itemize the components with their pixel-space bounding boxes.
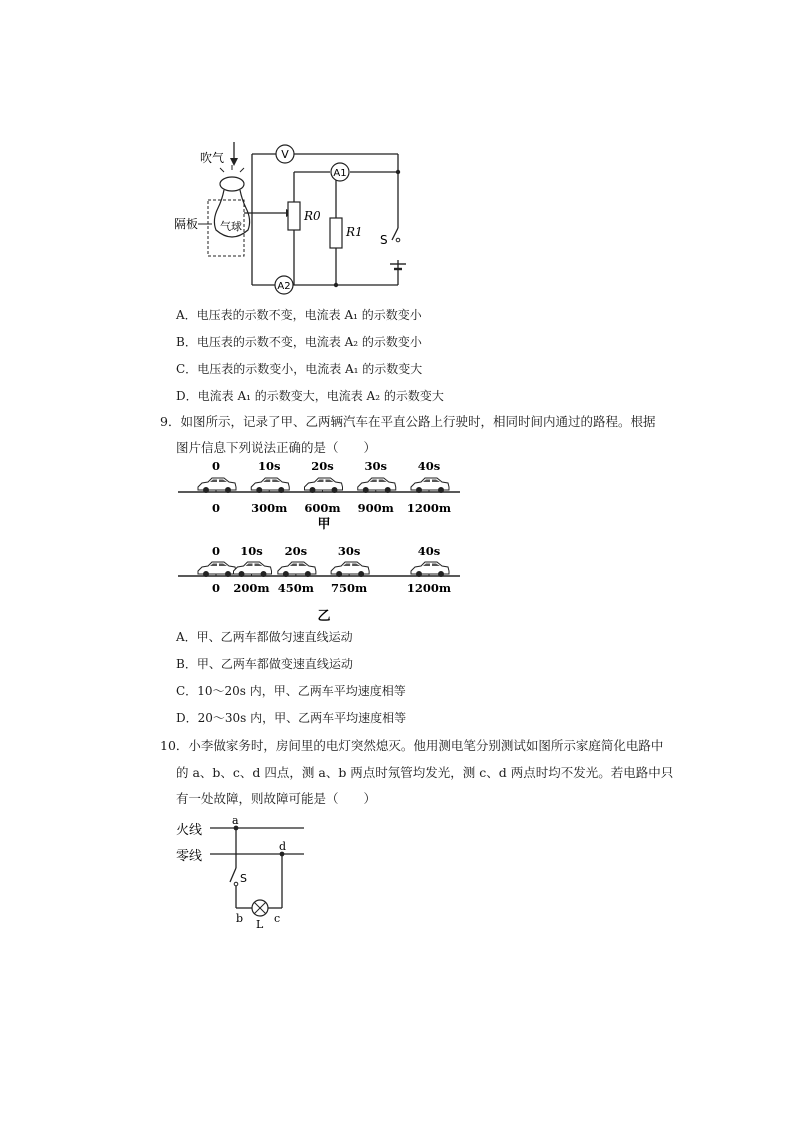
q10-circuit-figure — [170, 812, 320, 932]
q9-stem-line2: 图片信息下列说法正确的是（ ） — [176, 440, 377, 455]
jia-time-2: 20s — [311, 459, 334, 473]
yi-label: 乙 — [317, 609, 331, 624]
q9-stem-line1: 9．如图所示，记录了甲、乙两辆汽车在平直公路上行驶时，相同时间内通过的路程。根据 — [160, 414, 656, 429]
q9-option-c: C．10～20s 内，甲、乙两车平均速度相等 — [176, 684, 406, 698]
jia-time-1: 10s — [258, 459, 281, 473]
r1-label: R1 — [346, 225, 363, 239]
jia-distance-2: 600m — [304, 501, 341, 515]
jia-distance-0: 0 — [211, 501, 221, 515]
yi-time-1: 10s — [240, 544, 263, 558]
jia-label: 甲 — [317, 517, 331, 532]
lamp-label: L — [256, 918, 264, 931]
point-d-label: d — [279, 840, 287, 853]
jia-time-3: 30s — [364, 459, 387, 473]
jia-time-0: 0 — [211, 459, 221, 473]
jia-car-4 — [411, 478, 449, 493]
q10-stem-line2: 的 a、b、c、d 四点，测 a、b 两点时氖管均发光，测 c、d 两点时均不发光。若电路中只 — [176, 765, 674, 780]
yi-car-4 — [411, 562, 449, 577]
jia-distance-3: 900m — [357, 501, 394, 515]
jia-distance-1: 300m — [251, 501, 288, 515]
yi-distance-1: 200m — [233, 581, 270, 595]
yi-time-4: 40s — [417, 544, 441, 558]
jia-time-4: 40s — [417, 459, 441, 473]
jia-car-0 — [198, 478, 236, 493]
q10-stem-line3: 有一处故障，则故障可能是（ ） — [176, 791, 377, 806]
baffle-label: 隔板 — [174, 217, 199, 231]
ammeter2-label: A2 — [277, 281, 291, 292]
live-wire-label: 火线 — [176, 823, 203, 838]
switch-s-label: S — [240, 872, 247, 885]
yi-car-2 — [278, 562, 316, 577]
yi-car-1 — [234, 562, 272, 577]
blow-label: 吹气 — [200, 151, 225, 165]
q9-cars-figure — [172, 458, 472, 628]
r0-label: R0 — [304, 209, 321, 223]
q8-option-d: D．电流表 A₁ 的示数变大，电流表 A₂ 的示数变大 — [176, 389, 444, 403]
point-a-label: a — [232, 814, 239, 827]
yi-car-3 — [331, 562, 369, 577]
yi-time-2: 20s — [284, 544, 308, 558]
jia-car-3 — [358, 478, 396, 493]
yi-distance-3: 750m — [331, 581, 368, 595]
switch-label: S — [380, 233, 388, 247]
q9-option-a: A．甲、乙两车都做匀速直线运动 — [176, 630, 353, 644]
yi-time-3: 30s — [337, 544, 361, 558]
yi-distance-2: 450m — [277, 581, 314, 595]
voltmeter-label: V — [281, 148, 289, 161]
jia-distance-4: 1200m — [406, 501, 452, 515]
yi-time-0: 0 — [211, 544, 221, 558]
jia-car-2 — [305, 478, 343, 493]
q10-stem-line1: 10．小李做家务时，房间里的电灯突然熄灭。他用测电笔分别测试如图所示家庭简化电路中 — [160, 738, 664, 753]
point-b-label: b — [236, 912, 244, 925]
jia-car-1 — [251, 478, 289, 493]
balloon-label: 气球 — [220, 220, 242, 233]
ammeter1-label: A1 — [333, 168, 347, 179]
yi-distance-4: 1200m — [406, 581, 452, 595]
q9-option-d: D．20～30s 内，甲、乙两车平均速度相等 — [176, 711, 407, 725]
q8-circuit-figure — [160, 140, 440, 300]
q9-option-b: B．甲、乙两车都做变速直线运动 — [176, 657, 353, 671]
yi-car-0 — [198, 562, 236, 577]
q8-option-c: C．电压表的示数变小，电流表 A₁ 的示数变大 — [176, 362, 423, 376]
q8-option-b: B．电压表的示数不变，电流表 A₂ 的示数变小 — [176, 335, 422, 349]
yi-distance-0: 0 — [211, 581, 221, 595]
q8-option-a: A．电压表的示数不变，电流表 A₁ 的示数变小 — [176, 308, 422, 322]
neutral-wire-label: 零线 — [176, 849, 203, 864]
point-c-label: c — [274, 912, 281, 925]
